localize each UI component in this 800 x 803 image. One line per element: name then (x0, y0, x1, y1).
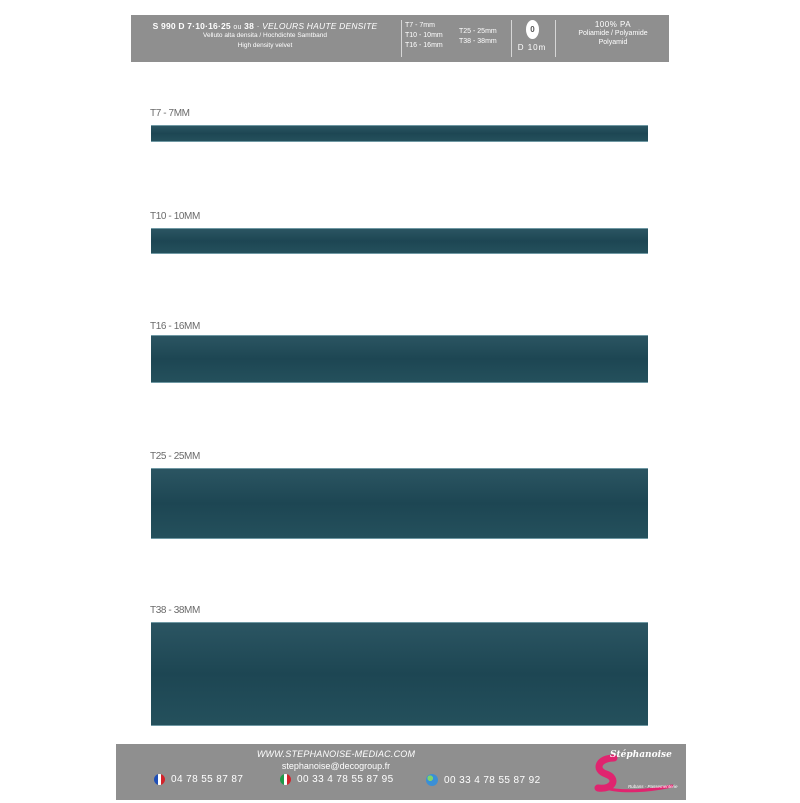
brand-logo (584, 746, 680, 798)
composition (558, 20, 668, 47)
product-header (131, 15, 669, 62)
header-divider (401, 20, 402, 57)
ribbon-sample-t38 (151, 622, 648, 726)
size-item: T16 - 16mm (405, 42, 443, 49)
globe-icon (426, 774, 438, 786)
size-item: T38 - 38mm (459, 38, 497, 45)
phone-number: 00 33 4 78 55 87 92 (444, 774, 541, 786)
phone-international (426, 774, 541, 786)
italy-flag-icon (280, 774, 291, 785)
size-item: T7 - 7mm (405, 22, 435, 29)
ribbon-sample-t25 (151, 468, 648, 539)
phone-italy (280, 774, 394, 785)
phone-france (154, 774, 243, 785)
product-name: · VELOURS HAUTE DENSITE (254, 21, 378, 31)
product-subtitle-en: High density velvet (237, 41, 293, 49)
phone-number: 00 33 4 78 55 87 95 (297, 774, 394, 785)
sizes-list-2 (459, 27, 497, 47)
sizes-list-1 (405, 21, 443, 51)
brand-name: Stéphanoise (610, 750, 672, 760)
ribbon-label-t16: T16 - 16MM (150, 321, 200, 332)
ribbon-label-t38: T38 - 38MM (150, 605, 200, 616)
product-code: S 990 D 7·10·16·25 (152, 21, 231, 31)
product-code-ou: ou (233, 24, 242, 31)
website-link[interactable]: WWW.STEPHANOISE-MEDIAC.COM (256, 749, 416, 759)
france-flag-icon (154, 774, 165, 785)
spool-icon: 0 (526, 20, 539, 39)
spool-length: D 10m (517, 43, 547, 52)
product-title (131, 21, 399, 31)
product-subtitle-it-de: Velluto alta densita / Hochdichte Samtband (203, 32, 327, 39)
ribbon-label-t10: T10 - 10MM (150, 211, 200, 222)
contact-footer (116, 744, 686, 800)
composition-line: Poliamide / Polyamide (578, 30, 648, 37)
ribbon-sample-t16 (151, 335, 648, 383)
email-link[interactable]: stephanoise@decogroup.fr (281, 761, 391, 771)
ribbon-sample-t10 (151, 228, 648, 254)
size-item: T25 - 25mm (459, 28, 497, 35)
composition-line: Polyamid (598, 39, 628, 46)
size-item: T10 - 10mm (405, 32, 443, 39)
composition-main: 100% PA (594, 20, 632, 29)
header-divider (555, 20, 556, 57)
product-code-38: 38 (244, 21, 255, 31)
header-divider (511, 20, 512, 57)
ribbon-label-t7: T7 - 7MM (150, 108, 190, 119)
brand-tagline: Rubans · Passementerie (628, 784, 678, 789)
ribbon-sample-t7 (151, 125, 648, 142)
phone-number: 04 78 55 87 87 (171, 774, 244, 785)
ribbon-label-t25: T25 - 25MM (150, 451, 200, 462)
header-title-block (131, 21, 399, 50)
